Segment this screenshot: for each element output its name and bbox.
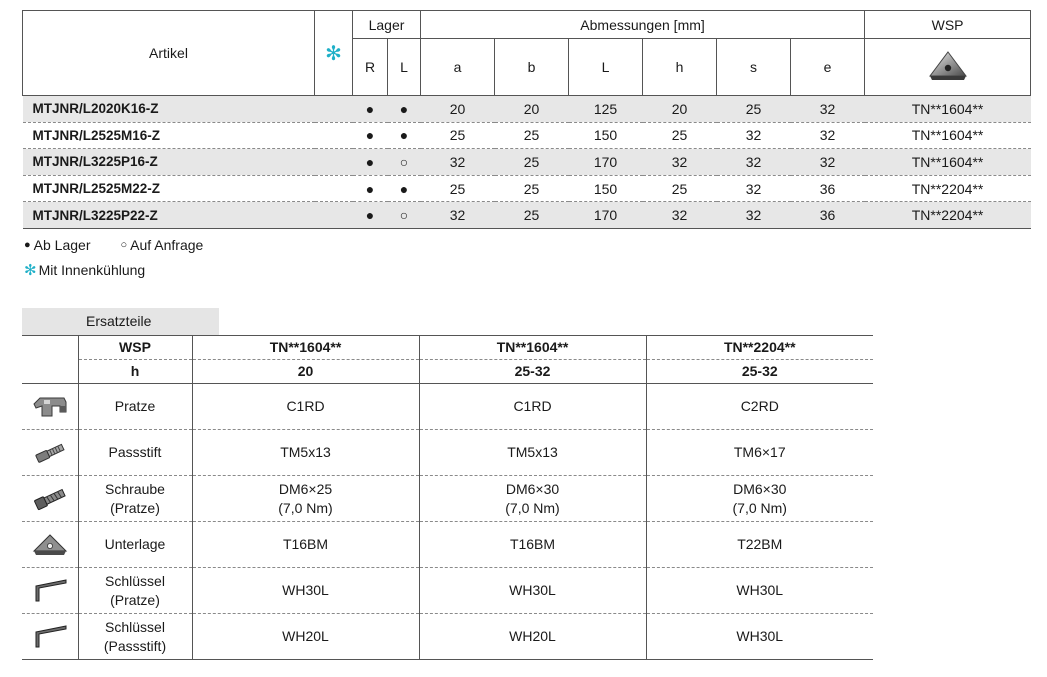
dim-s: 32 xyxy=(717,122,791,149)
header-dim-b: b xyxy=(495,39,569,96)
part-label: Schlüssel xyxy=(105,618,165,635)
part-value: DM6×30 xyxy=(505,480,560,497)
dim-a: 20 xyxy=(421,96,495,123)
part-value: WH20L xyxy=(282,628,329,644)
table-row xyxy=(23,202,1031,229)
legend-ab-lager: Ab Lager xyxy=(33,237,91,253)
dim-b: 25 xyxy=(495,149,569,176)
table-row xyxy=(23,122,1031,149)
spare-row xyxy=(22,476,873,522)
part-value: TM6×17 xyxy=(733,444,786,460)
spare-row xyxy=(22,522,873,568)
dim-s: 25 xyxy=(717,96,791,123)
header-dim-L: L xyxy=(569,39,643,96)
spare-h-label: h xyxy=(78,360,192,384)
clamp-icon xyxy=(22,384,78,430)
legend xyxy=(24,233,203,283)
spare-wsp-col2: TN**1604** xyxy=(419,336,646,360)
stock-r: ● xyxy=(353,202,388,229)
dim-h: 20 xyxy=(643,96,717,123)
legend-auf-anfrage: Auf Anfrage xyxy=(130,237,204,253)
part-value: WH20L xyxy=(509,628,556,644)
part-sublabel: (Passstift) xyxy=(103,637,167,654)
dim-L: 125 xyxy=(569,96,643,123)
spare-header-wsp xyxy=(22,336,873,360)
stock-r: ● xyxy=(353,149,388,176)
part-value: T16BM xyxy=(509,536,556,552)
stock-r: ● xyxy=(353,175,388,202)
part-value: DM6×30 xyxy=(733,480,787,497)
artikel-cell: MTJNR/L3225P16-Z xyxy=(23,149,315,176)
article-table xyxy=(22,10,1031,229)
part-value: C1RD xyxy=(286,398,325,414)
part-sublabel: (Pratze) xyxy=(110,499,160,516)
wsp-cell: TN**1604** xyxy=(865,96,1031,123)
legend-innenkuehlung: Mit Innenkühlung xyxy=(38,262,146,278)
part-value: T16BM xyxy=(282,536,329,552)
part-label: Passstift xyxy=(108,444,162,460)
spare-h-col2: 25-32 xyxy=(419,360,646,384)
stock-l: ● xyxy=(388,175,421,202)
dim-h: 25 xyxy=(643,122,717,149)
dim-e: 32 xyxy=(791,149,865,176)
header-lager: Lager xyxy=(353,11,421,39)
part-value: TM5x13 xyxy=(507,444,558,460)
dim-L: 170 xyxy=(569,149,643,176)
wsp-cell: TN**1604** xyxy=(865,149,1031,176)
part-value: DM6×25 xyxy=(278,480,333,497)
dim-b: 25 xyxy=(495,175,569,202)
spare-h-col1: 20 xyxy=(192,360,419,384)
spare-wsp-col3: TN**2204** xyxy=(646,336,873,360)
key-icon xyxy=(22,568,78,614)
dim-e: 36 xyxy=(791,175,865,202)
table-row xyxy=(23,96,1031,123)
header-abmessungen: Abmessungen [mm] xyxy=(421,11,865,39)
stock-r: ● xyxy=(353,96,388,123)
header-l: L xyxy=(388,39,421,96)
stock-l: ○ xyxy=(388,149,421,176)
dim-e: 36 xyxy=(791,202,865,229)
dim-b: 25 xyxy=(495,122,569,149)
dim-e: 32 xyxy=(791,96,865,123)
part-value: WH30L xyxy=(282,582,329,598)
spare-header-h xyxy=(22,360,873,384)
artikel-cell: MTJNR/L2020K16-Z xyxy=(23,96,315,123)
spare-row xyxy=(22,384,873,430)
wsp-cell: TN**1604** xyxy=(865,122,1031,149)
part-value: TM5x13 xyxy=(280,444,331,460)
header-dim-h: h xyxy=(643,39,717,96)
spare-wsp-label: WSP xyxy=(78,336,192,360)
stock-l: ● xyxy=(388,96,421,123)
table-row xyxy=(23,149,1031,176)
header-wsp: WSP xyxy=(865,11,1031,39)
dim-e: 32 xyxy=(791,122,865,149)
dim-b: 20 xyxy=(495,96,569,123)
wsp-cell: TN**2204** xyxy=(865,202,1031,229)
dim-L: 150 xyxy=(569,175,643,202)
table-row xyxy=(23,175,1031,202)
spare-parts-table xyxy=(22,335,873,660)
key-icon xyxy=(22,614,78,660)
coolant-legend-icon: ✻ xyxy=(24,262,37,279)
spare-row xyxy=(22,614,873,660)
stock-r: ● xyxy=(353,122,388,149)
part-torque: (7,0 Nm) xyxy=(505,499,560,516)
coolant-icon: ✻ xyxy=(315,11,353,96)
part-value: WH30L xyxy=(736,628,784,644)
artikel-cell: MTJNR/L3225P22-Z xyxy=(23,202,315,229)
header-dim-a: a xyxy=(421,39,495,96)
part-torque: (7,0 Nm) xyxy=(278,499,333,516)
artikel-cell: MTJNR/L2525M16-Z xyxy=(23,122,315,149)
dim-a: 32 xyxy=(421,202,495,229)
spare-wsp-col1: TN**1604** xyxy=(192,336,419,360)
dim-h: 32 xyxy=(643,149,717,176)
part-torque: (7,0 Nm) xyxy=(732,499,787,516)
part-value: C2RD xyxy=(740,398,779,414)
dim-h: 32 xyxy=(643,202,717,229)
insert-icon xyxy=(865,39,1031,96)
part-label: Pratze xyxy=(114,398,156,414)
dim-a: 25 xyxy=(421,122,495,149)
artikel-cell: MTJNR/L2525M22-Z xyxy=(23,175,315,202)
part-label: Schraube xyxy=(105,480,165,497)
part-sublabel: (Pratze) xyxy=(110,591,160,608)
header-dim-s: s xyxy=(717,39,791,96)
part-value: WH30L xyxy=(736,582,784,598)
spare-parts-title: Ersatzteile xyxy=(22,308,219,335)
dim-L: 170 xyxy=(569,202,643,229)
shim-icon xyxy=(22,522,78,568)
open-dot-icon: ○ xyxy=(120,239,128,251)
part-label: Schlüssel xyxy=(105,572,165,589)
stock-l: ● xyxy=(388,122,421,149)
part-label: Unterlage xyxy=(104,536,166,552)
dim-a: 25 xyxy=(421,175,495,202)
spare-row xyxy=(22,568,873,614)
filled-dot-icon: ● xyxy=(24,239,31,251)
dim-a: 32 xyxy=(421,149,495,176)
part-value: WH30L xyxy=(509,582,556,598)
dim-s: 32 xyxy=(717,202,791,229)
screw-icon xyxy=(22,476,78,522)
spare-h-col3: 25-32 xyxy=(646,360,873,384)
dim-h: 25 xyxy=(643,175,717,202)
spare-row xyxy=(22,430,873,476)
header-r: R xyxy=(353,39,388,96)
dim-b: 25 xyxy=(495,202,569,229)
dim-L: 150 xyxy=(569,122,643,149)
stock-l: ○ xyxy=(388,202,421,229)
header-dim-e: e xyxy=(791,39,865,96)
dim-s: 32 xyxy=(717,175,791,202)
dim-s: 32 xyxy=(717,149,791,176)
part-value: C1RD xyxy=(513,398,552,414)
pin-icon xyxy=(22,430,78,476)
part-value: T22BM xyxy=(737,536,783,552)
header-artikel: Artikel xyxy=(23,11,315,96)
wsp-cell: TN**2204** xyxy=(865,175,1031,202)
